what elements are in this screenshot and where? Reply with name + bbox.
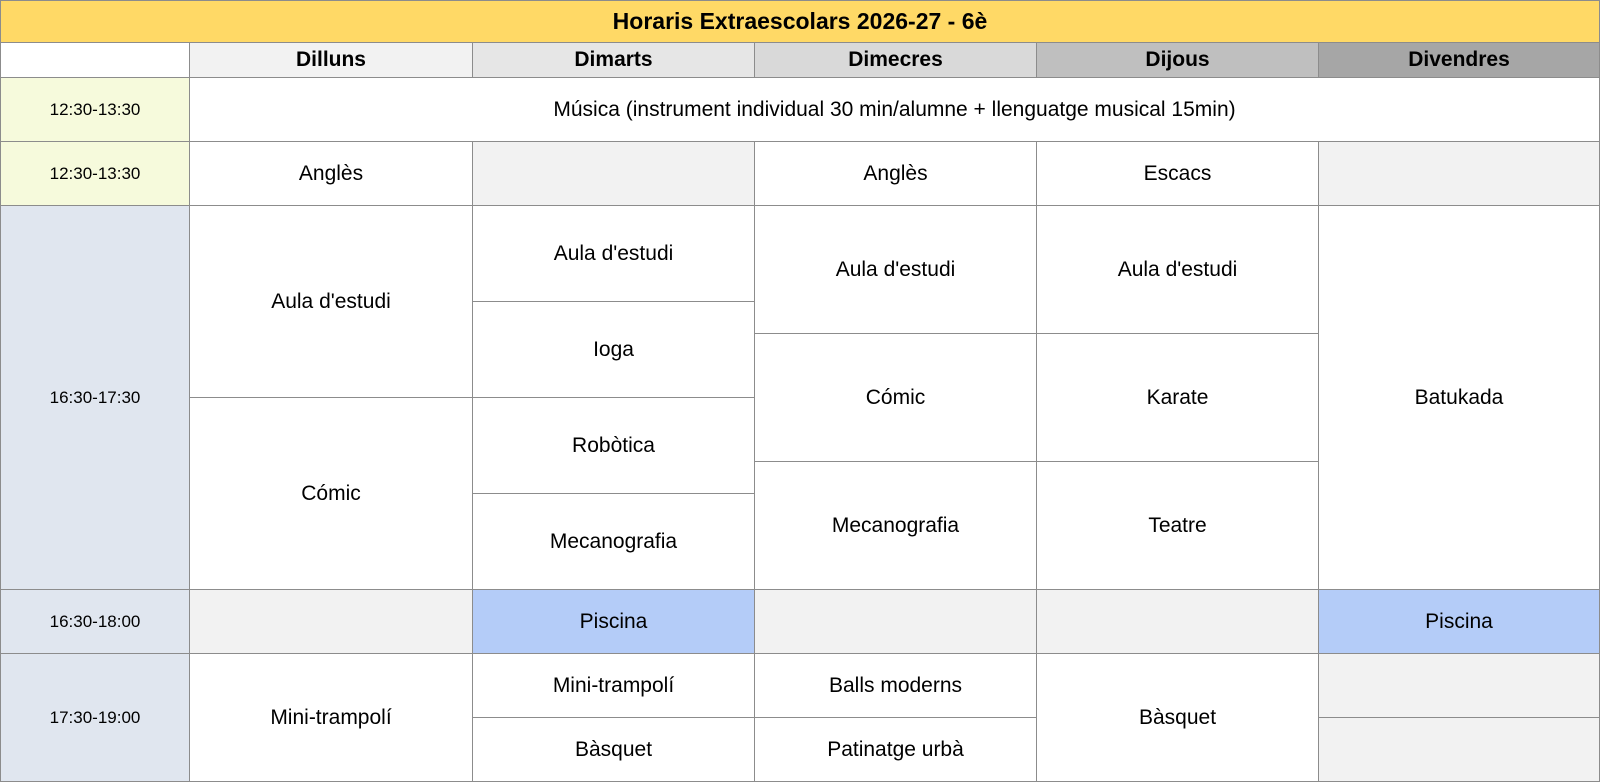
- activity-afternoon-dilluns-1: Aula d'estudi: [189, 205, 473, 398]
- day-header-dijous: Dijous: [1036, 42, 1319, 78]
- time-slot-pool: 16:30-18:00: [0, 589, 190, 654]
- empty-midday-divendres: [1318, 141, 1600, 206]
- activity-evening-dijous: Bàsquet: [1036, 653, 1319, 782]
- activity-afternoon-dimecres-2: Cómic: [754, 333, 1037, 462]
- activity-afternoon-dimarts-4: Mecanografia: [472, 493, 755, 590]
- activity-afternoon-divendres: Batukada: [1318, 205, 1600, 590]
- activity-evening-dimarts-1: Mini-trampolí: [472, 653, 755, 718]
- empty-pool-dimecres: [754, 589, 1037, 654]
- day-header-dimecres: Dimecres: [754, 42, 1037, 78]
- activity-evening-dimarts-2: Bàsquet: [472, 717, 755, 782]
- activity-afternoon-dijous-3: Teatre: [1036, 461, 1319, 590]
- activity-pool-dimarts: Piscina: [472, 589, 755, 654]
- empty-evening-divendres-1: [1318, 653, 1600, 718]
- activity-afternoon-dimarts-1: Aula d'estudi: [472, 205, 755, 302]
- activity-afternoon-dimecres-1: Aula d'estudi: [754, 205, 1037, 334]
- schedule-title: Horaris Extraescolars 2026-27 - 6è: [0, 0, 1600, 43]
- time-slot-midday: 12:30-13:30: [0, 141, 190, 206]
- time-slot-afternoon: 16:30-17:30: [0, 205, 190, 590]
- activity-evening-dimecres-1: Balls moderns: [754, 653, 1037, 718]
- day-header-divendres: Divendres: [1318, 42, 1600, 78]
- activity-afternoon-dimecres-3: Mecanografia: [754, 461, 1037, 590]
- day-header-dimarts: Dimarts: [472, 42, 755, 78]
- activity-evening-dimecres-2: Patinatge urbà: [754, 717, 1037, 782]
- activity-pool-divendres: Piscina: [1318, 589, 1600, 654]
- activity-afternoon-dijous-2: Karate: [1036, 333, 1319, 462]
- activity-midday-dimecres: Anglès: [754, 141, 1037, 206]
- activity-afternoon-dimarts-2: Ioga: [472, 301, 755, 398]
- activity-afternoon-dijous-1: Aula d'estudi: [1036, 205, 1319, 334]
- empty-pool-dilluns: [189, 589, 473, 654]
- corner-cell: [0, 42, 190, 78]
- activity-midday-dijous: Escacs: [1036, 141, 1319, 206]
- activity-music-all-days: Música (instrument individual 30 min/alumne + llenguatge musical 15min): [189, 77, 1600, 142]
- day-header-dilluns: Dilluns: [189, 42, 473, 78]
- activity-midday-dilluns: Anglès: [189, 141, 473, 206]
- activity-afternoon-dimarts-3: Robòtica: [472, 397, 755, 494]
- empty-evening-divendres-2: [1318, 717, 1600, 782]
- empty-pool-dijous: [1036, 589, 1319, 654]
- activity-afternoon-dilluns-2: Cómic: [189, 397, 473, 590]
- empty-midday-dimarts: [472, 141, 755, 206]
- time-slot-music: 12:30-13:30: [0, 77, 190, 142]
- time-slot-evening: 17:30-19:00: [0, 653, 190, 782]
- activity-evening-dilluns: Mini-trampolí: [189, 653, 473, 782]
